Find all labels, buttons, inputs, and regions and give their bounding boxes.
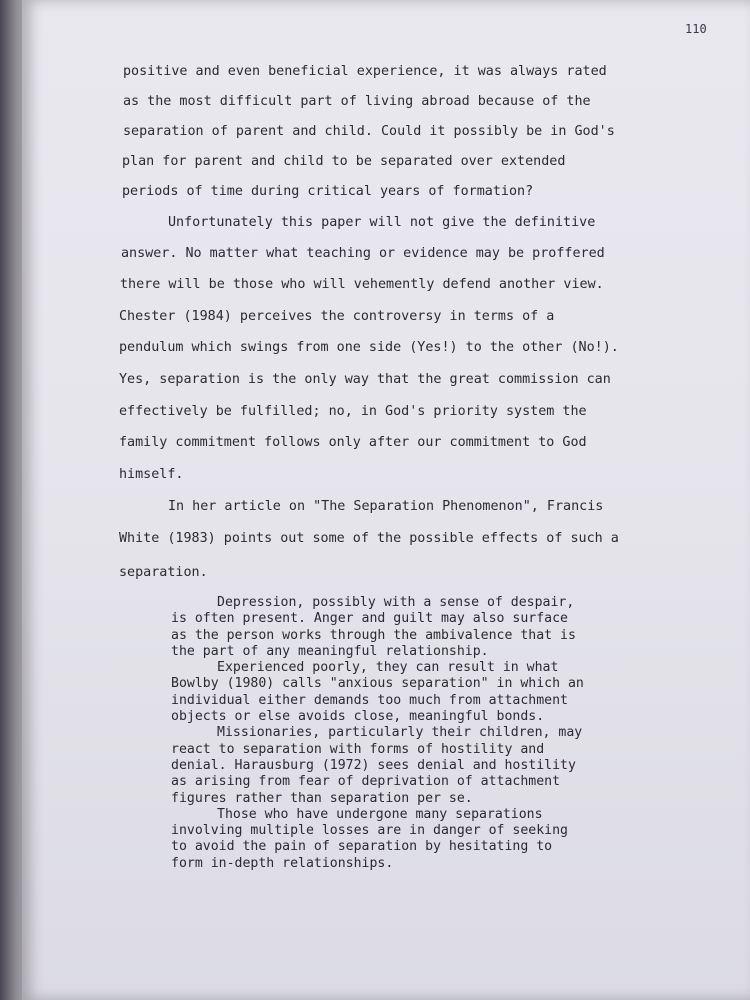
text-line: Unfortunately this paper will not give the definitive: [168, 215, 596, 230]
quote-line: as the person works through the ambivalence that is: [171, 627, 576, 643]
text-line: Yes, separation is the only way that the great commission can: [119, 372, 611, 387]
text-line: White (1983) points out some of the possible effects of such a: [119, 531, 619, 546]
text-line: In her article on "The Separation Phenomenon", Francis: [168, 499, 604, 514]
quote-line: to avoid the pain of separation by hesitating to: [171, 839, 553, 855]
text-line: separation.: [119, 565, 208, 580]
quote-line: figures rather than separation per se.: [171, 790, 473, 806]
text-line: answer. No matter what teaching or evidence may be proffered: [121, 246, 605, 261]
quote-line: form in-depth relationships.: [171, 855, 394, 871]
text-line: there will be those who will vehemently defend another view.: [120, 277, 604, 292]
quote-line: Experienced poorly, they can result in what: [217, 660, 559, 676]
quote-line: involving multiple losses are in danger of seeking: [171, 823, 568, 839]
text-line: periods of time during critical years of formation?: [122, 184, 534, 199]
text-line: Chester (1984) perceives the controversy in terms of a: [119, 309, 555, 324]
quote-line: Missionaries, particularly their children, may: [217, 725, 583, 741]
quote-line: Depression, possibly with a sense of despair,: [217, 595, 575, 610]
text-line: himself.: [119, 467, 184, 482]
quote-line: as arising from fear of deprivation of attachment: [171, 774, 561, 790]
quote-line: react to separation with forms of hostility and: [171, 741, 545, 757]
quote-line: objects or else avoids close, meaningful bonds.: [171, 709, 545, 725]
quote-line: Bowlby (1980) calls "anxious separation" in which an: [171, 676, 584, 692]
text-line: positive and even beneficial experience, it was always rated: [123, 64, 607, 79]
text-line: plan for parent and child to be separated over extended: [122, 154, 566, 169]
quote-line: is often present. Anger and guilt may also surface: [171, 611, 568, 627]
text-line: family commitment follows only after our commitment to God: [119, 435, 587, 450]
text-line: effectively be fulfilled; no, in God's priority system the: [119, 404, 587, 419]
quote-line: individual either demands too much from attachment: [171, 692, 568, 708]
document-page: [22, 0, 750, 1000]
text-line: pendulum which swings from one side (Yes!) to the other (No!).: [119, 340, 619, 355]
page-number: 110: [685, 22, 707, 36]
quote-line: the part of any meaningful relationship.: [171, 643, 489, 659]
quote-line: denial. Harausburg (1972) sees denial and hostility: [171, 757, 576, 773]
text-line: as the most difficult part of living abroad because of the: [123, 94, 591, 109]
block-quote: [171, 595, 731, 872]
text-line: separation of parent and child. Could it possibly be in God's: [123, 124, 615, 139]
quote-line: Those who have undergone many separations: [217, 806, 543, 822]
